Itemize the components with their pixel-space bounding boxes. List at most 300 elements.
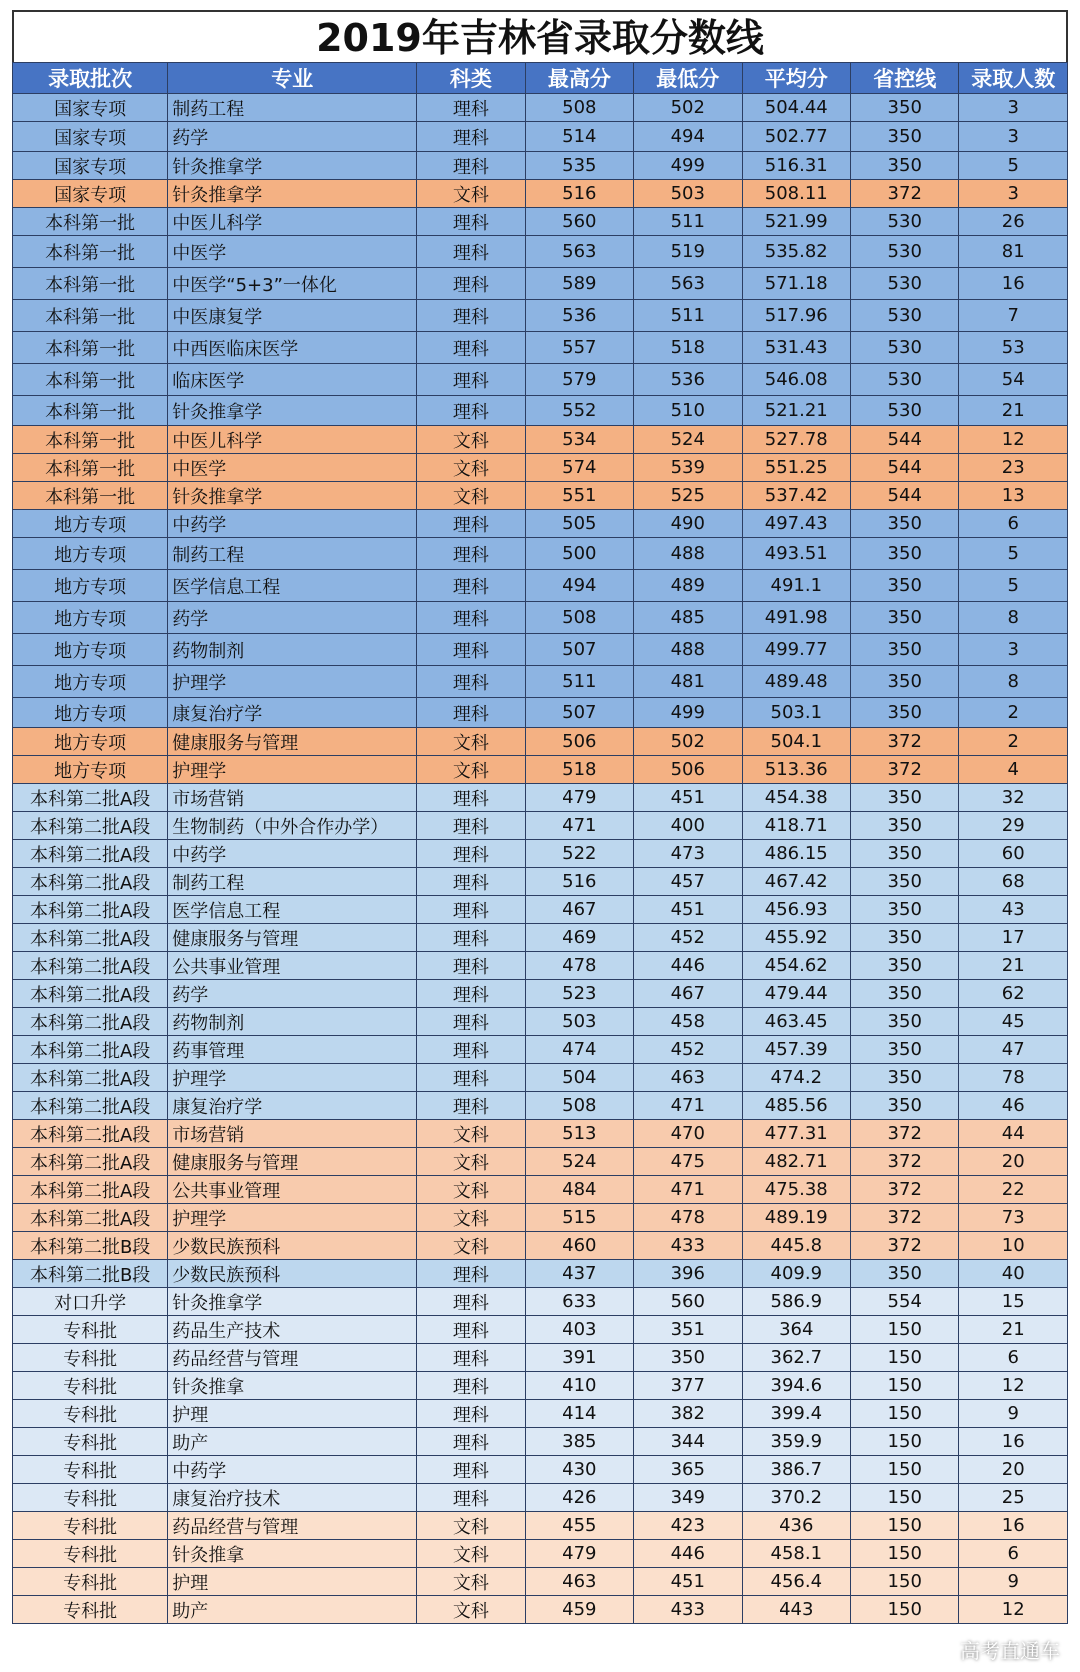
cell-count: 60 bbox=[959, 840, 1068, 868]
cell-max: 574 bbox=[525, 454, 633, 482]
cell-max: 467 bbox=[525, 896, 633, 924]
cell-max: 426 bbox=[525, 1484, 633, 1512]
cell-avg: 455.92 bbox=[742, 924, 850, 952]
cell-batch: 本科第一批 bbox=[13, 208, 168, 236]
table-row bbox=[13, 1344, 1068, 1372]
cell-max: 523 bbox=[525, 980, 633, 1008]
table-row bbox=[13, 94, 1068, 122]
cell-major: 护理学 bbox=[168, 1064, 417, 1092]
cell-max: 536 bbox=[525, 300, 633, 332]
cell-control-line: 150 bbox=[851, 1316, 959, 1344]
cell-type: 理科 bbox=[417, 784, 525, 812]
cell-batch: 地方专项 bbox=[13, 510, 168, 538]
cell-major: 生物制药（中外合作办学） bbox=[168, 812, 417, 840]
cell-type: 理科 bbox=[417, 952, 525, 980]
cell-min: 349 bbox=[634, 1484, 742, 1512]
cell-batch: 专科批 bbox=[13, 1372, 168, 1400]
cell-min: 502 bbox=[634, 728, 742, 756]
cell-control-line: 372 bbox=[851, 1204, 959, 1232]
table-row bbox=[13, 268, 1068, 300]
cell-control-line: 544 bbox=[851, 454, 959, 482]
cell-control-line: 150 bbox=[851, 1344, 959, 1372]
cell-major: 护理学 bbox=[168, 1204, 417, 1232]
table-row bbox=[13, 980, 1068, 1008]
cell-avg: 399.4 bbox=[742, 1400, 850, 1428]
cell-max: 500 bbox=[525, 538, 633, 570]
cell-type: 理科 bbox=[417, 94, 525, 122]
cell-major: 助产 bbox=[168, 1428, 417, 1456]
cell-max: 455 bbox=[525, 1512, 633, 1540]
cell-batch: 本科第二批A段 bbox=[13, 1148, 168, 1176]
cell-min: 519 bbox=[634, 236, 742, 268]
cell-type: 理科 bbox=[417, 666, 525, 698]
cell-type: 文科 bbox=[417, 756, 525, 784]
cell-type: 理科 bbox=[417, 570, 525, 602]
cell-min: 451 bbox=[634, 1568, 742, 1596]
cell-control-line: 150 bbox=[851, 1568, 959, 1596]
cell-avg: 479.44 bbox=[742, 980, 850, 1008]
cell-control-line: 350 bbox=[851, 784, 959, 812]
table-row bbox=[13, 538, 1068, 570]
cell-batch: 专科批 bbox=[13, 1568, 168, 1596]
cell-count: 62 bbox=[959, 980, 1068, 1008]
cell-major: 针灸推拿学 bbox=[168, 1288, 417, 1316]
cell-type: 文科 bbox=[417, 1148, 525, 1176]
cell-count: 7 bbox=[959, 300, 1068, 332]
table-row bbox=[13, 602, 1068, 634]
cell-avg: 497.43 bbox=[742, 510, 850, 538]
cell-batch: 国家专项 bbox=[13, 94, 168, 122]
cell-avg: 493.51 bbox=[742, 538, 850, 570]
cell-max: 508 bbox=[525, 1092, 633, 1120]
table-row bbox=[13, 1540, 1068, 1568]
cell-major: 公共事业管理 bbox=[168, 952, 417, 980]
cell-min: 471 bbox=[634, 1092, 742, 1120]
cell-major: 健康服务与管理 bbox=[168, 728, 417, 756]
cell-count: 3 bbox=[959, 94, 1068, 122]
cell-control-line: 350 bbox=[851, 1064, 959, 1092]
cell-avg: 508.11 bbox=[742, 180, 850, 208]
cell-control-line: 372 bbox=[851, 728, 959, 756]
cell-max: 513 bbox=[525, 1120, 633, 1148]
cell-avg: 546.08 bbox=[742, 364, 850, 396]
cell-max: 518 bbox=[525, 756, 633, 784]
cell-avg: 521.21 bbox=[742, 396, 850, 426]
cell-control-line: 530 bbox=[851, 208, 959, 236]
cell-count: 17 bbox=[959, 924, 1068, 952]
cell-avg: 503.1 bbox=[742, 698, 850, 728]
cell-count: 6 bbox=[959, 1540, 1068, 1568]
cell-major: 药品经营与管理 bbox=[168, 1344, 417, 1372]
table-row bbox=[13, 180, 1068, 208]
table-row bbox=[13, 396, 1068, 426]
cell-type: 文科 bbox=[417, 1232, 525, 1260]
cell-type: 文科 bbox=[417, 1120, 525, 1148]
cell-control-line: 350 bbox=[851, 896, 959, 924]
table-row bbox=[13, 1148, 1068, 1176]
cell-control-line: 350 bbox=[851, 924, 959, 952]
cell-major: 制药工程 bbox=[168, 538, 417, 570]
cell-min: 475 bbox=[634, 1148, 742, 1176]
cell-batch: 专科批 bbox=[13, 1484, 168, 1512]
admission-score-table bbox=[12, 62, 1068, 1624]
cell-count: 16 bbox=[959, 1428, 1068, 1456]
cell-type: 理科 bbox=[417, 1484, 525, 1512]
cell-batch: 本科第二批A段 bbox=[13, 896, 168, 924]
cell-min: 446 bbox=[634, 952, 742, 980]
cell-type: 理科 bbox=[417, 510, 525, 538]
cell-batch: 本科第二批A段 bbox=[13, 924, 168, 952]
cell-avg: 386.7 bbox=[742, 1456, 850, 1484]
cell-max: 504 bbox=[525, 1064, 633, 1092]
cell-count: 45 bbox=[959, 1008, 1068, 1036]
table-row bbox=[13, 1512, 1068, 1540]
cell-control-line: 150 bbox=[851, 1456, 959, 1484]
cell-batch: 本科第二批B段 bbox=[13, 1232, 168, 1260]
cell-max: 507 bbox=[525, 698, 633, 728]
table-row bbox=[13, 152, 1068, 180]
cell-min: 499 bbox=[634, 152, 742, 180]
cell-min: 344 bbox=[634, 1428, 742, 1456]
cell-count: 23 bbox=[959, 454, 1068, 482]
cell-major: 制药工程 bbox=[168, 94, 417, 122]
cell-type: 理科 bbox=[417, 980, 525, 1008]
cell-type: 理科 bbox=[417, 1064, 525, 1092]
cell-control-line: 150 bbox=[851, 1428, 959, 1456]
cell-batch: 本科第二批A段 bbox=[13, 868, 168, 896]
cell-control-line: 530 bbox=[851, 268, 959, 300]
header-type: 科类 bbox=[417, 63, 525, 94]
cell-type: 文科 bbox=[417, 426, 525, 454]
cell-major: 针灸推拿学 bbox=[168, 152, 417, 180]
cell-max: 503 bbox=[525, 1008, 633, 1036]
cell-count: 21 bbox=[959, 1316, 1068, 1344]
cell-type: 文科 bbox=[417, 454, 525, 482]
cell-batch: 专科批 bbox=[13, 1428, 168, 1456]
cell-min: 470 bbox=[634, 1120, 742, 1148]
cell-max: 469 bbox=[525, 924, 633, 952]
table-row bbox=[13, 1064, 1068, 1092]
cell-max: 563 bbox=[525, 236, 633, 268]
cell-min: 463 bbox=[634, 1064, 742, 1092]
cell-count: 12 bbox=[959, 1372, 1068, 1400]
cell-batch: 本科第二批B段 bbox=[13, 1260, 168, 1288]
cell-count: 68 bbox=[959, 868, 1068, 896]
cell-count: 3 bbox=[959, 122, 1068, 152]
cell-max: 479 bbox=[525, 1540, 633, 1568]
cell-min: 478 bbox=[634, 1204, 742, 1232]
cell-avg: 491.1 bbox=[742, 570, 850, 602]
cell-control-line: 350 bbox=[851, 812, 959, 840]
cell-count: 9 bbox=[959, 1400, 1068, 1428]
cell-max: 552 bbox=[525, 396, 633, 426]
cell-min: 473 bbox=[634, 840, 742, 868]
cell-batch: 本科第二批A段 bbox=[13, 1036, 168, 1064]
table-row bbox=[13, 756, 1068, 784]
cell-avg: 482.71 bbox=[742, 1148, 850, 1176]
cell-min: 489 bbox=[634, 570, 742, 602]
cell-batch: 本科第二批A段 bbox=[13, 1176, 168, 1204]
cell-min: 499 bbox=[634, 698, 742, 728]
table-row bbox=[13, 1260, 1068, 1288]
cell-type: 理科 bbox=[417, 1260, 525, 1288]
cell-count: 2 bbox=[959, 698, 1068, 728]
cell-batch: 本科第一批 bbox=[13, 364, 168, 396]
cell-count: 13 bbox=[959, 482, 1068, 510]
cell-count: 46 bbox=[959, 1092, 1068, 1120]
cell-count: 12 bbox=[959, 426, 1068, 454]
cell-min: 365 bbox=[634, 1456, 742, 1484]
cell-type: 理科 bbox=[417, 236, 525, 268]
cell-type: 理科 bbox=[417, 812, 525, 840]
cell-min: 382 bbox=[634, 1400, 742, 1428]
cell-type: 文科 bbox=[417, 1540, 525, 1568]
table-row bbox=[13, 1232, 1068, 1260]
cell-batch: 地方专项 bbox=[13, 634, 168, 666]
table-row bbox=[13, 784, 1068, 812]
table-row bbox=[13, 1372, 1068, 1400]
table-row bbox=[13, 1568, 1068, 1596]
cell-batch: 本科第二批A段 bbox=[13, 980, 168, 1008]
table-row bbox=[13, 300, 1068, 332]
cell-max: 508 bbox=[525, 94, 633, 122]
cell-batch: 本科第一批 bbox=[13, 482, 168, 510]
cell-control-line: 350 bbox=[851, 1008, 959, 1036]
cell-batch: 本科第二批A段 bbox=[13, 1064, 168, 1092]
cell-control-line: 350 bbox=[851, 1092, 959, 1120]
cell-avg: 457.39 bbox=[742, 1036, 850, 1064]
cell-max: 484 bbox=[525, 1176, 633, 1204]
cell-type: 理科 bbox=[417, 1400, 525, 1428]
cell-count: 8 bbox=[959, 666, 1068, 698]
cell-avg: 491.98 bbox=[742, 602, 850, 634]
cell-min: 452 bbox=[634, 924, 742, 952]
cell-avg: 467.42 bbox=[742, 868, 850, 896]
cell-major: 药学 bbox=[168, 980, 417, 1008]
table-row bbox=[13, 426, 1068, 454]
cell-major: 中医学“5+3”一体化 bbox=[168, 268, 417, 300]
cell-min: 433 bbox=[634, 1596, 742, 1624]
cell-batch: 本科第二批A段 bbox=[13, 784, 168, 812]
cell-min: 377 bbox=[634, 1372, 742, 1400]
cell-max: 459 bbox=[525, 1596, 633, 1624]
cell-count: 8 bbox=[959, 602, 1068, 634]
cell-count: 20 bbox=[959, 1456, 1068, 1484]
cell-major: 药品生产技术 bbox=[168, 1316, 417, 1344]
cell-max: 633 bbox=[525, 1288, 633, 1316]
cell-max: 414 bbox=[525, 1400, 633, 1428]
cell-control-line: 150 bbox=[851, 1540, 959, 1568]
cell-major: 药学 bbox=[168, 122, 417, 152]
table-row bbox=[13, 1400, 1068, 1428]
cell-avg: 504.44 bbox=[742, 94, 850, 122]
cell-batch: 专科批 bbox=[13, 1596, 168, 1624]
cell-max: 511 bbox=[525, 666, 633, 698]
cell-count: 25 bbox=[959, 1484, 1068, 1512]
cell-count: 73 bbox=[959, 1204, 1068, 1232]
cell-type: 理科 bbox=[417, 1092, 525, 1120]
header-control-line: 省控线 bbox=[851, 63, 959, 94]
cell-avg: 516.31 bbox=[742, 152, 850, 180]
cell-major: 针灸推拿 bbox=[168, 1540, 417, 1568]
cell-type: 理科 bbox=[417, 332, 525, 364]
cell-type: 理科 bbox=[417, 602, 525, 634]
cell-min: 451 bbox=[634, 784, 742, 812]
cell-control-line: 530 bbox=[851, 396, 959, 426]
cell-type: 理科 bbox=[417, 1036, 525, 1064]
cell-count: 6 bbox=[959, 1344, 1068, 1372]
cell-major: 中药学 bbox=[168, 510, 417, 538]
cell-batch: 专科批 bbox=[13, 1456, 168, 1484]
cell-count: 21 bbox=[959, 396, 1068, 426]
cell-count: 3 bbox=[959, 634, 1068, 666]
header-batch: 录取批次 bbox=[13, 63, 168, 94]
cell-batch: 本科第一批 bbox=[13, 396, 168, 426]
cell-batch: 专科批 bbox=[13, 1316, 168, 1344]
cell-count: 6 bbox=[959, 510, 1068, 538]
cell-type: 文科 bbox=[417, 1512, 525, 1540]
cell-type: 理科 bbox=[417, 698, 525, 728]
cell-type: 理科 bbox=[417, 208, 525, 236]
cell-major: 助产 bbox=[168, 1596, 417, 1624]
cell-count: 9 bbox=[959, 1568, 1068, 1596]
table-row bbox=[13, 510, 1068, 538]
cell-control-line: 530 bbox=[851, 236, 959, 268]
cell-control-line: 530 bbox=[851, 300, 959, 332]
cell-batch: 专科批 bbox=[13, 1512, 168, 1540]
cell-batch: 专科批 bbox=[13, 1540, 168, 1568]
cell-max: 589 bbox=[525, 268, 633, 300]
cell-control-line: 554 bbox=[851, 1288, 959, 1316]
cell-count: 4 bbox=[959, 756, 1068, 784]
cell-max: 479 bbox=[525, 784, 633, 812]
cell-batch: 专科批 bbox=[13, 1344, 168, 1372]
table-body bbox=[13, 94, 1068, 1624]
cell-control-line: 350 bbox=[851, 602, 959, 634]
cell-min: 494 bbox=[634, 122, 742, 152]
table-row bbox=[13, 868, 1068, 896]
cell-count: 5 bbox=[959, 152, 1068, 180]
table-row bbox=[13, 1428, 1068, 1456]
header-row bbox=[13, 63, 1068, 94]
cell-avg: 499.77 bbox=[742, 634, 850, 666]
cell-count: 44 bbox=[959, 1120, 1068, 1148]
cell-avg: 454.38 bbox=[742, 784, 850, 812]
cell-count: 43 bbox=[959, 896, 1068, 924]
table-row bbox=[13, 840, 1068, 868]
cell-control-line: 350 bbox=[851, 868, 959, 896]
cell-control-line: 544 bbox=[851, 482, 959, 510]
cell-control-line: 350 bbox=[851, 634, 959, 666]
cell-major: 健康服务与管理 bbox=[168, 924, 417, 952]
table-row bbox=[13, 1092, 1068, 1120]
cell-count: 2 bbox=[959, 728, 1068, 756]
cell-min: 457 bbox=[634, 868, 742, 896]
cell-count: 22 bbox=[959, 1176, 1068, 1204]
cell-min: 560 bbox=[634, 1288, 742, 1316]
cell-control-line: 350 bbox=[851, 510, 959, 538]
cell-batch: 地方专项 bbox=[13, 570, 168, 602]
cell-max: 551 bbox=[525, 482, 633, 510]
cell-batch: 本科第二批A段 bbox=[13, 1008, 168, 1036]
cell-count: 16 bbox=[959, 1512, 1068, 1540]
cell-major: 护理学 bbox=[168, 756, 417, 784]
table-row bbox=[13, 952, 1068, 980]
cell-control-line: 530 bbox=[851, 332, 959, 364]
cell-type: 理科 bbox=[417, 1288, 525, 1316]
cell-major: 康复治疗学 bbox=[168, 1092, 417, 1120]
cell-control-line: 350 bbox=[851, 1260, 959, 1288]
cell-max: 524 bbox=[525, 1148, 633, 1176]
cell-min: 511 bbox=[634, 300, 742, 332]
cell-avg: 531.43 bbox=[742, 332, 850, 364]
cell-control-line: 350 bbox=[851, 952, 959, 980]
cell-major: 市场营销 bbox=[168, 1120, 417, 1148]
cell-max: 391 bbox=[525, 1344, 633, 1372]
cell-major: 康复治疗技术 bbox=[168, 1484, 417, 1512]
cell-min: 510 bbox=[634, 396, 742, 426]
cell-count: 21 bbox=[959, 952, 1068, 980]
cell-min: 471 bbox=[634, 1176, 742, 1204]
cell-batch: 本科第二批A段 bbox=[13, 812, 168, 840]
cell-avg: 521.99 bbox=[742, 208, 850, 236]
cell-count: 16 bbox=[959, 268, 1068, 300]
cell-max: 514 bbox=[525, 122, 633, 152]
cell-max: 474 bbox=[525, 1036, 633, 1064]
cell-count: 81 bbox=[959, 236, 1068, 268]
cell-avg: 489.48 bbox=[742, 666, 850, 698]
cell-major: 市场营销 bbox=[168, 784, 417, 812]
cell-type: 理科 bbox=[417, 268, 525, 300]
cell-min: 511 bbox=[634, 208, 742, 236]
cell-avg: 463.45 bbox=[742, 1008, 850, 1036]
cell-control-line: 350 bbox=[851, 570, 959, 602]
cell-major: 公共事业管理 bbox=[168, 1176, 417, 1204]
cell-major: 护理 bbox=[168, 1400, 417, 1428]
cell-max: 471 bbox=[525, 812, 633, 840]
cell-type: 文科 bbox=[417, 1568, 525, 1596]
cell-avg: 586.9 bbox=[742, 1288, 850, 1316]
cell-control-line: 350 bbox=[851, 666, 959, 698]
cell-type: 文科 bbox=[417, 1596, 525, 1624]
cell-type: 理科 bbox=[417, 396, 525, 426]
cell-min: 488 bbox=[634, 538, 742, 570]
cell-control-line: 350 bbox=[851, 840, 959, 868]
table-row bbox=[13, 698, 1068, 728]
cell-batch: 对口升学 bbox=[13, 1288, 168, 1316]
cell-max: 410 bbox=[525, 1372, 633, 1400]
cell-batch: 地方专项 bbox=[13, 728, 168, 756]
cell-count: 15 bbox=[959, 1288, 1068, 1316]
cell-min: 396 bbox=[634, 1260, 742, 1288]
table-row bbox=[13, 1176, 1068, 1204]
cell-major: 药学 bbox=[168, 602, 417, 634]
cell-avg: 362.7 bbox=[742, 1344, 850, 1372]
cell-type: 理科 bbox=[417, 1316, 525, 1344]
cell-avg: 418.71 bbox=[742, 812, 850, 840]
cell-min: 458 bbox=[634, 1008, 742, 1036]
cell-max: 463 bbox=[525, 1568, 633, 1596]
cell-avg: 458.1 bbox=[742, 1540, 850, 1568]
cell-major: 康复治疗学 bbox=[168, 698, 417, 728]
cell-avg: 474.2 bbox=[742, 1064, 850, 1092]
cell-control-line: 350 bbox=[851, 1036, 959, 1064]
cell-type: 理科 bbox=[417, 122, 525, 152]
cell-min: 400 bbox=[634, 812, 742, 840]
cell-batch: 地方专项 bbox=[13, 602, 168, 634]
cell-type: 理科 bbox=[417, 924, 525, 952]
cell-min: 563 bbox=[634, 268, 742, 300]
